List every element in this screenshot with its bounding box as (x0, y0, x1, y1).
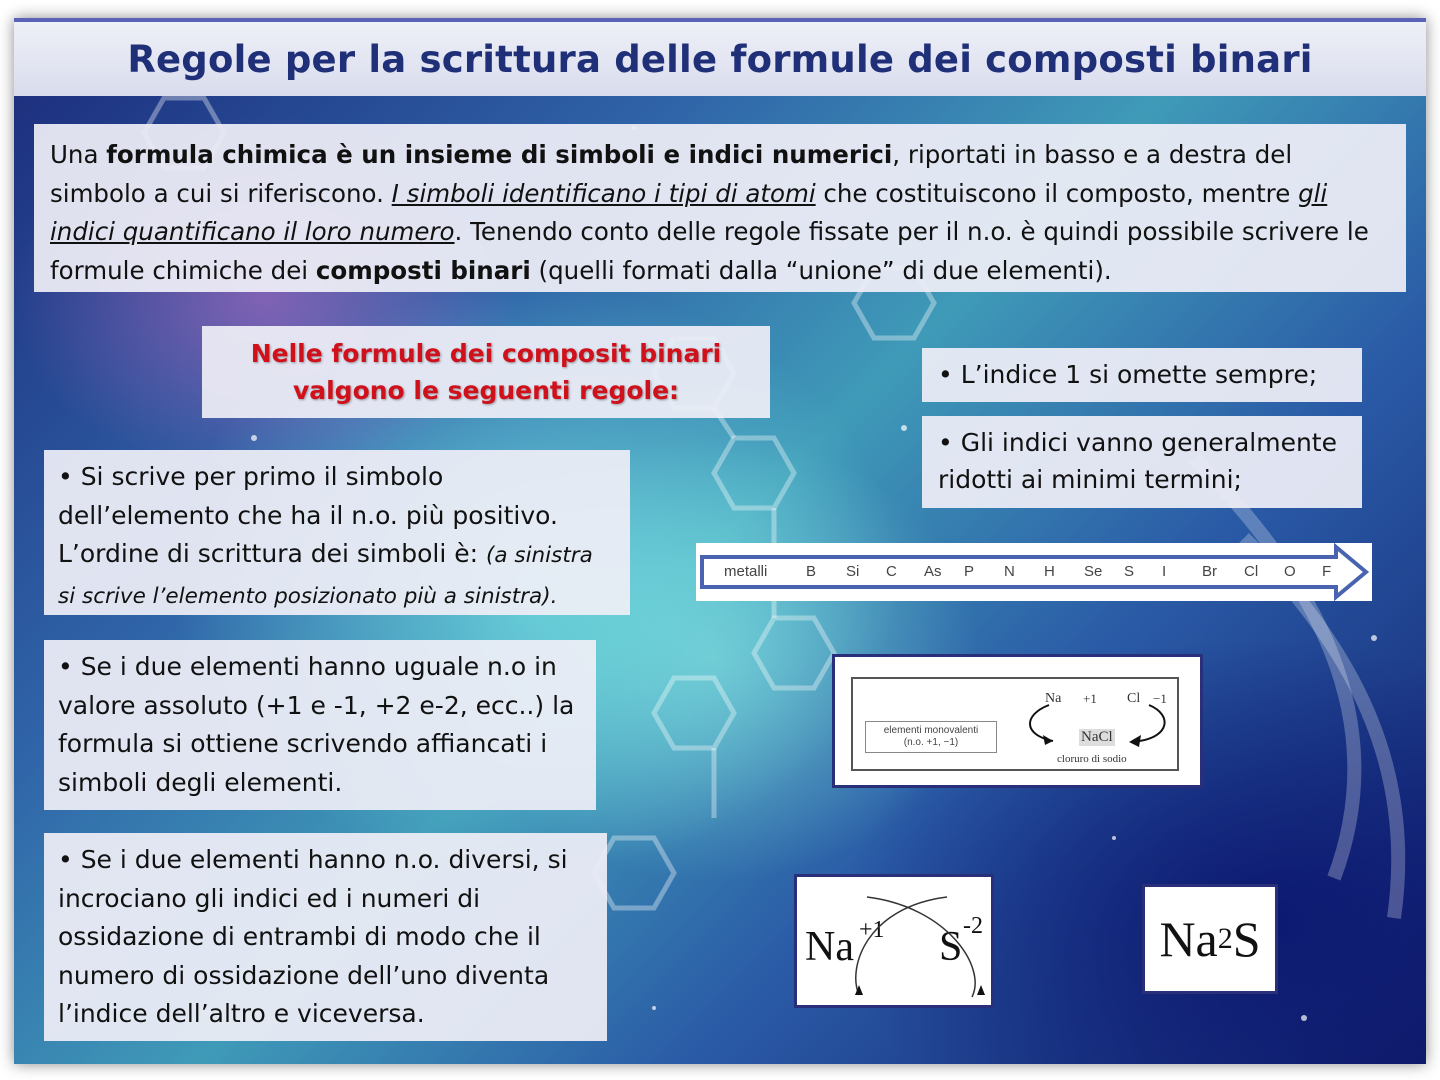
intro-text: . Tenendo conto delle regole fissate per il n.o. è quindi possibile scrivere le formule chimiche dei (50, 217, 1369, 285)
intro-text: Una (50, 140, 107, 169)
scale-item: N (1004, 563, 1015, 580)
intro-bold-binary: composti binari (315, 255, 531, 285)
scale-item: I (1162, 563, 1167, 580)
intro-underlined-indices: gli indici quantificano il loro numero (50, 178, 1328, 246)
s-symbol: S (939, 924, 963, 970)
intro-text: che costituiscono il composto, mentre (815, 178, 1299, 208)
note-index-one-text: • L’indice 1 si omette sempre; (938, 360, 1318, 389)
intro-paragraph (34, 124, 1406, 292)
rule-equal-ox-text: • Se i due elementi hanno uguale n.o in valore assoluto (+1 e -1, +2 e-2, ecc..) la formula si ottiene scrivendo affiancati i simboli degli elementi. (58, 652, 575, 797)
scale-item: metalli (724, 563, 768, 580)
result-element-1: Na (1159, 911, 1218, 967)
scale-item: O (1284, 563, 1296, 580)
slide (14, 18, 1426, 1064)
scale-item: Br (1202, 563, 1217, 580)
rule-order-box (44, 450, 630, 615)
title-bar (14, 18, 1426, 96)
rules-heading-line: valgono le seguenti regole: (292, 376, 680, 405)
na-symbol: Na (1045, 691, 1062, 706)
cross-arrows-icon (797, 877, 997, 1011)
nacl-example-figure (832, 654, 1203, 788)
scale-item: S (1124, 563, 1135, 580)
scale-item: Si (846, 563, 860, 580)
scale-item: Cl (1244, 563, 1259, 580)
scale-item: As (924, 563, 942, 580)
element-order-scale (696, 543, 1372, 601)
note-index-one (922, 348, 1362, 402)
result-formula (1142, 884, 1278, 994)
scale-item: F (1322, 563, 1332, 580)
intro-text: , riportati in basso e a destra del simbolo a cui si riferiscono. (50, 140, 1293, 208)
scale-items (714, 543, 1332, 601)
result-element-2: S (1232, 911, 1261, 967)
note-reduce-indices-text: • Gli indici vanno generalmente ridotti ai minimi termini; (938, 428, 1337, 494)
nacl-product: NaCl (1081, 729, 1113, 745)
scale-item: B (806, 563, 817, 580)
rule-order-note: (a sinistra si scrive l’elemento posizionato più a sinistra). (58, 543, 593, 609)
scale-item: Se (1084, 563, 1103, 580)
s-ox-number: -2 (963, 913, 983, 939)
rule-equal-ox-box (44, 640, 596, 810)
scale-item: P (964, 563, 975, 580)
cl-symbol: Cl (1127, 691, 1141, 706)
page-title: Regole per la scrittura delle formule dei composti binari (127, 37, 1313, 81)
monovalent-label-line: (n.o. +1, −1) (903, 737, 959, 748)
na-ox-number: +1 (1083, 691, 1097, 706)
rule-order-text: • Si scrive per primo il simbolo dell’elemento che ha il n.o. più positivo. L’ordine di scrittura dei simboli è: (58, 462, 558, 568)
intro-bold-definition: formula chimica è un insieme di simboli e indici numerici (106, 140, 893, 169)
rules-heading (202, 326, 770, 418)
scale-item: C (886, 563, 897, 580)
result-subscript: 2 (1217, 922, 1233, 955)
crossing-arrows-icon (853, 679, 1181, 773)
nacl-example-frame (851, 677, 1179, 771)
intro-underlined-symbols: I simboli identificano i tipi di atomi (391, 178, 816, 208)
na-ox-number: +1 (859, 917, 885, 943)
intro-text: (quelli formati dalla “unione” di due elementi). (530, 255, 1112, 285)
cross-example-figure (794, 874, 994, 1008)
rules-heading-line: Nelle formule dei composit binari (250, 339, 722, 368)
rule-cross-text: • Se i due elementi hanno n.o. diversi, si incrociano gli indici ed i numeri di ossidazione di entrambi di modo che il numero di ossidazione dell’uno diventa l’indice dell’altro e viceversa. (58, 845, 568, 1028)
cl-ox-number: −1 (1153, 691, 1167, 706)
na-symbol: Na (805, 924, 854, 970)
note-reduce-indices (922, 416, 1362, 508)
rule-cross-box (44, 833, 607, 1041)
monovalent-label-line: elementi monovalenti (883, 725, 979, 736)
nacl-caption: cloruro di sodio (1057, 753, 1127, 765)
scale-item: H (1044, 563, 1055, 580)
